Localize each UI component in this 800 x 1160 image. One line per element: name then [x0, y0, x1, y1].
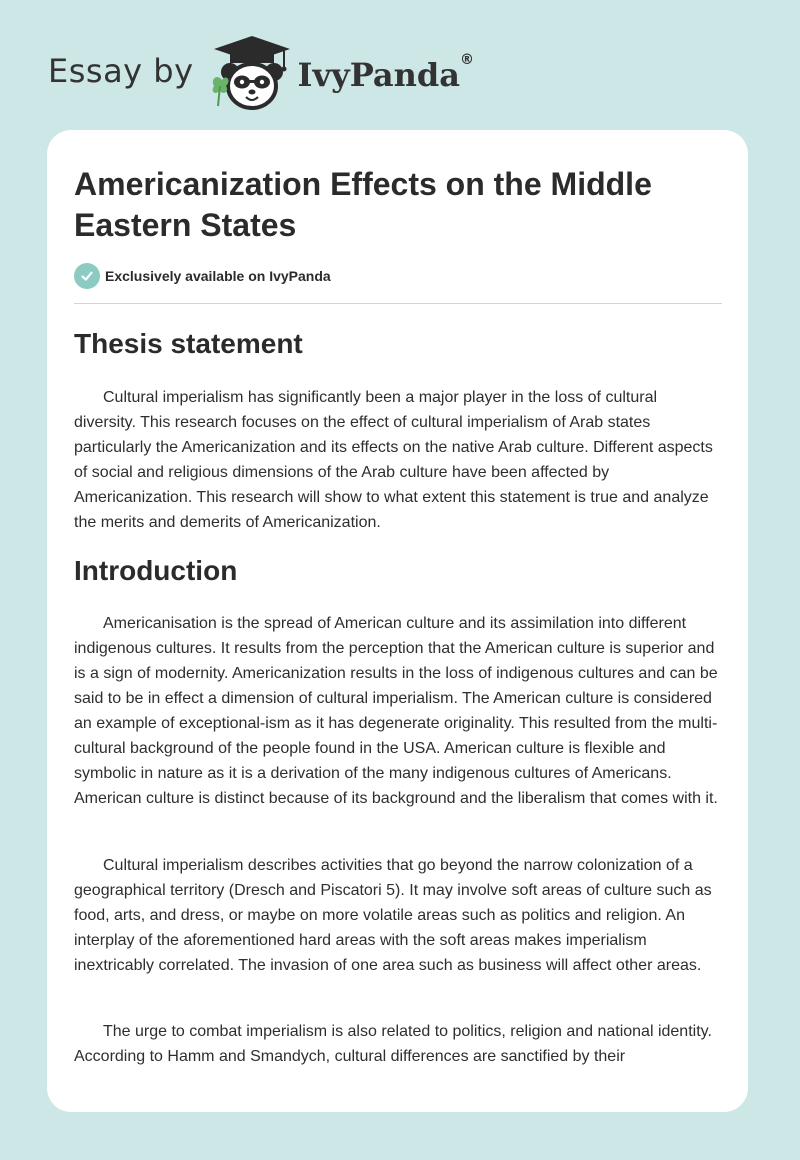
thesis-paragraph: Cultural imperialism has significantly been a major player in the loss of cultural diversity. This research focuses on the effect of cultural imperialism of Arab states particularly the Americanization and its effects on the native Arab culture. Different aspects of social and religious dimensions of the Arab culture have been affected by Americanization. This research will show to what extent this statement is true and analyze the merits and demerits of Americanization.: [74, 389, 713, 531]
brand-header: [48, 34, 474, 114]
section-heading-introduction: Introduction: [74, 555, 238, 586]
brand-name: [297, 52, 474, 94]
panda-graduate-icon: [208, 34, 296, 114]
essay-title: Americanization Effects on the Middle Eastern States: [74, 166, 652, 243]
header-divider: [74, 303, 722, 304]
brand-prefix: Essay by: [48, 52, 194, 90]
check-mark-glyph: [80, 269, 94, 283]
section-heading-thesis: Thesis statement: [74, 328, 303, 359]
intro-paragraph-2: Cultural imperialism describes activities that go beyond the narrow colonization of a geographical territory (Dresch and Piscatori 5). It may involve soft areas of culture such as food, arts, and dress, or maybe on more volatile areas such as politics and religion. An interplay of the aforementioned hard areas with the soft areas makes imperialism inextricably correlated. The invasion of one area such as business will affect other areas.: [74, 857, 712, 974]
exclusive-label: Exclusively available on IvyPanda: [105, 268, 331, 284]
intro-paragraph-1: Americanisation is the spread of American culture and its assimilation into different indigenous cultures. It results from the perception that the American culture is superior and is a sign of modernity. Americanization results in the loss of indigenous cultures and can be said to be in effect a dimension of cultural imperialism. The American culture is considered an example of exceptional-ism as it has degenerate originality. This resulted from the multi-cultural background of the people found in the USA. American culture is flexible and symbolic in nature as it is a derivation of the many indigenous cultures of Americans. American culture is distinct because of its background and the liberalism that comes with it.: [74, 615, 718, 807]
essay-card: [47, 130, 748, 1112]
brand-name-text: IvyPanda: [297, 56, 460, 94]
registered-mark: ®: [460, 52, 474, 68]
intro-paragraph-3: The urge to combat imperialism is also related to politics, religion and national identity. According to Hamm and Smandych, cultural differences are sanctified by their: [74, 1023, 712, 1065]
check-circle-icon: [74, 263, 100, 289]
exclusive-badge: [74, 263, 331, 289]
